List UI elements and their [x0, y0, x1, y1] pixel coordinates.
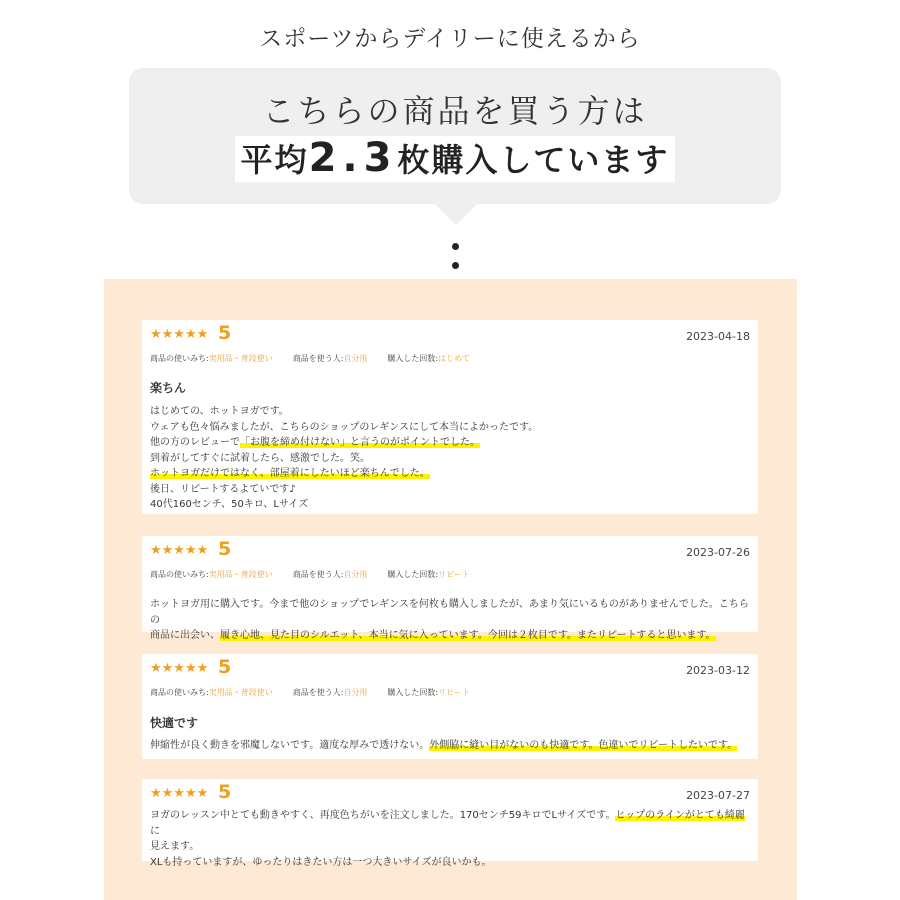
bubble-tail	[434, 203, 478, 225]
review-date: 2023-07-27	[686, 789, 750, 802]
bubble-line2-prefix: 平均	[240, 141, 309, 179]
review-text: 商品に出会い、	[150, 630, 220, 641]
meta-usage-value: 実用品・普段使い	[208, 570, 273, 579]
review-meta	[150, 569, 470, 580]
review-text: 伸縮性が良く動きを邪魔しないです。適度な厚みで透けない。	[150, 740, 430, 751]
review-body	[150, 597, 750, 644]
highlighted-text: 外側脇に縫い目がないのも快適です。色違いでリピートしたいです。	[429, 740, 738, 751]
review-area	[104, 279, 797, 900]
highlighted-text: ホットヨガだけではなく、部屋着にしたいほど楽ちんでした。	[150, 468, 430, 479]
review-meta	[150, 687, 470, 698]
review-card	[142, 536, 758, 641]
meta-usage-value: 実用品・普段使い	[208, 688, 273, 697]
review-card	[142, 654, 758, 759]
review-line	[150, 466, 750, 482]
review-text: ヨガのレッスン中とても動きやすく、再度色ちがいを注文しました。170センチ59キロでLサイズです。	[150, 810, 616, 821]
review-line: 到着がしてすぐに試着したら、感激でした。笑。	[150, 452, 370, 464]
meta-count-label: 購入した回数:	[387, 688, 439, 697]
review-line: XLも持っていますが、ゆったりはきたい方は一つ大きいサイズが良いかも。	[150, 856, 492, 868]
dot	[452, 262, 459, 269]
star-rating: ★★★★★	[150, 786, 209, 801]
rating-score: 5	[218, 781, 232, 803]
highlighted-text: 「お腹を締め付けない」と言うのがポイントでした。	[240, 437, 480, 448]
meta-count-label: 購入した回数:	[387, 570, 439, 579]
review-text: 他の方のレビューで	[150, 437, 240, 448]
review-card	[142, 779, 758, 868]
review-line	[150, 435, 750, 451]
meta-usage-label: 商品の使いみち:	[150, 354, 209, 363]
review-line	[150, 738, 750, 754]
review-line: 見えます。	[150, 841, 200, 852]
review-body	[150, 404, 750, 513]
meta-user-label: 商品を使う人:	[292, 570, 344, 579]
bubble-line2	[129, 136, 781, 182]
review-date: 2023-03-12	[686, 664, 750, 677]
meta-count-label: 購入した回数:	[387, 354, 439, 363]
review-body	[150, 738, 750, 754]
bubble-line2-highlight	[235, 136, 676, 182]
highlighted-text: 履き心地、見た目のシルエット、本当に気に入っています。今回は２枚目です。またリピートすると思います。	[220, 630, 716, 641]
review-date: 2023-07-26	[686, 546, 750, 559]
rating-score: 5	[218, 322, 232, 344]
star-rating: ★★★★★	[150, 327, 209, 342]
meta-user-value: 自分用	[343, 688, 368, 697]
bubble-line2-suffix: 枚購入しています	[397, 141, 670, 179]
meta-usage-label: 商品の使いみち:	[150, 570, 209, 579]
average-count: 2.3	[308, 135, 398, 181]
review-line	[150, 628, 750, 644]
bubble-line1: こちらの商品を買う方は	[262, 92, 648, 130]
review-card	[142, 320, 758, 514]
speech-bubble	[129, 68, 781, 204]
rating-score: 5	[218, 656, 232, 678]
meta-user-label: 商品を使う人:	[292, 688, 344, 697]
review-line: ホットヨガ用に購入です。今まで他のショップでレギンスを何枚も購入しましたが、あまり気にいるものがありませんでした。こちらの	[150, 599, 749, 626]
review-title: 楽ちん	[150, 381, 187, 395]
meta-usage-value: 実用品・普段使い	[208, 354, 273, 363]
review-line: ウェアも色々悩みましたが、こちらのショップのレギンスにして本当によかったです。	[150, 421, 539, 433]
star-rating: ★★★★★	[150, 661, 209, 676]
review-title: 快適です	[150, 716, 199, 730]
review-date: 2023-04-18	[686, 330, 750, 343]
highlighted-text: ヒップのラインがとても綺麗	[615, 810, 745, 821]
subtitle: スポーツからデイリーに使えるから	[259, 26, 641, 52]
meta-count-value: リピート	[438, 570, 470, 579]
review-meta	[150, 353, 470, 364]
review-body	[150, 808, 750, 870]
dot	[452, 243, 459, 250]
meta-count-value: リピート	[438, 688, 470, 697]
meta-count-value: はじめて	[438, 354, 471, 363]
meta-user-value: 自分用	[343, 354, 368, 363]
meta-user-label: 商品を使う人:	[292, 354, 344, 363]
rating-score: 5	[218, 538, 232, 560]
star-rating: ★★★★★	[150, 543, 209, 558]
review-text: に	[150, 825, 160, 837]
review-line: 後日、リピートするよていです♪	[150, 483, 296, 495]
meta-usage-label: 商品の使いみち:	[150, 688, 209, 697]
meta-user-value: 自分用	[343, 570, 368, 579]
review-line	[150, 808, 750, 839]
review-line: はじめての、ホットヨガです。	[150, 406, 289, 417]
review-line: 40代160センチ、50キロ、Lサイズ	[150, 499, 309, 510]
